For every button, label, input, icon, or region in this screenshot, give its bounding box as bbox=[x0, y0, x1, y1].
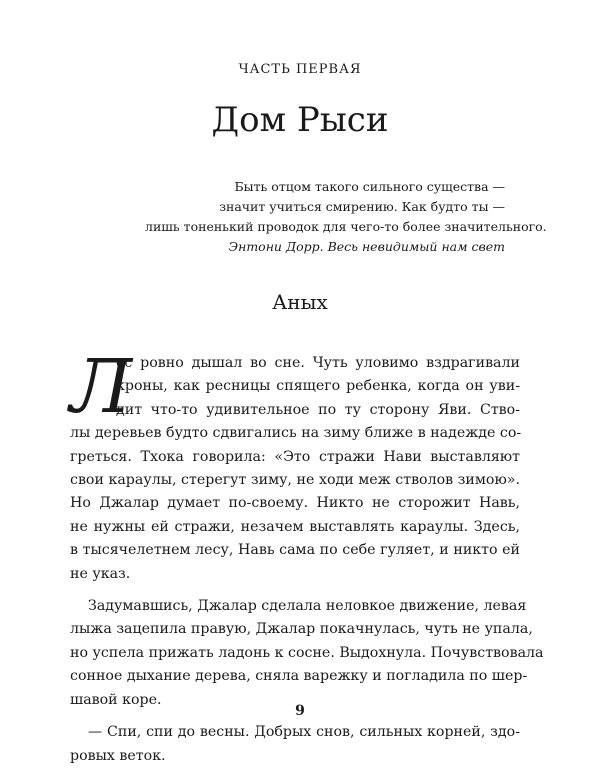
text-line: Но Джалар думает по-своему. Никто не сторожит Навь, bbox=[70, 495, 520, 512]
text-line: лыжа зацепила правую, Джалар покачнулась, чуть не упала, bbox=[70, 621, 533, 638]
epigraph-line: значит учиться смирению. Как будто ты — bbox=[219, 199, 505, 214]
paragraph-2 bbox=[70, 595, 544, 712]
text-line: свои караулы, стерегут зиму, не ходи меж стволов зимою». bbox=[70, 472, 520, 489]
text-line: шавой коре. bbox=[70, 691, 162, 708]
text-line: лы деревьев будто сдвигались на зиму ближе в надежде со- bbox=[70, 425, 522, 442]
text-line: в тысячелетнем лесу, Навь сама по себе гуляет, и никто ей bbox=[70, 542, 520, 559]
epigraph bbox=[145, 177, 547, 257]
text-line: ес ровно дышал во сне. Чуть уловимо вздрагивали bbox=[116, 355, 520, 371]
text-line: не нужны ей стражи, незачем выставлять караулы. Здесь, bbox=[70, 518, 520, 535]
text-line: Задумавшись, Джалар сделала неловкое движение, левая bbox=[88, 598, 527, 615]
paragraph-3 bbox=[70, 721, 520, 768]
part-title: Дом Рыси bbox=[211, 100, 389, 140]
text-line: ровых веток. bbox=[70, 747, 166, 764]
text-line: кроны, как ресницы спящего ребенка, когда он уви- bbox=[116, 378, 520, 395]
epigraph-line: Быть отцом такого сильного существа — bbox=[234, 179, 505, 194]
text-line: сонное дыхание дерева, сняла варежку и погладила по шер- bbox=[70, 668, 528, 685]
paragraph-1 bbox=[70, 344, 522, 586]
chapter-title: Аных bbox=[272, 290, 328, 314]
text-line: не указ. bbox=[70, 565, 131, 582]
epigraph-line: лишь тоненький проводок для чего-то более значительного. bbox=[145, 219, 547, 234]
text-line: греться. Тхока говорила: «Это стражи Нави выставляют bbox=[70, 448, 520, 465]
epigraph-attribution: Энтони Дорр. Весь невидимый нам свет bbox=[228, 239, 505, 254]
text-line: — Спи, спи до весны. Добрых снов, сильных корней, здо- bbox=[88, 724, 520, 741]
text-line: но успела прижать ладонь к сосне. Выдохнула. Почувствовала bbox=[70, 644, 544, 661]
part-label: ЧАСТЬ ПЕРВАЯ bbox=[238, 62, 362, 77]
text-line: дит что-то удивительное по ту сторону Яви. Ство- bbox=[116, 401, 520, 418]
drop-cap: Л bbox=[70, 344, 132, 430]
page-number: 9 bbox=[295, 703, 305, 719]
